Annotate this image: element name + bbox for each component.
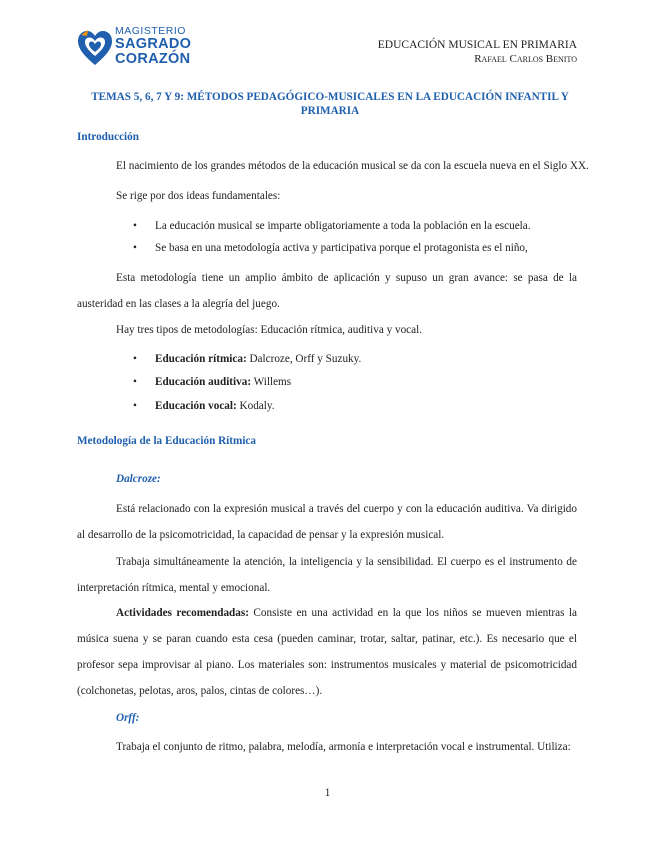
section-heading-ritmica: Metodología de la Educación Rítmica <box>77 435 256 447</box>
logo-line1: MAGISTERIO <box>115 25 186 37</box>
orff-paragraph-1: Trabaja el conjunto de ritmo, palabra, melodía, armonía e interpretación vocal e instrumental. Utiliza: <box>116 741 571 753</box>
section-heading-intro: Introducción <box>77 131 139 143</box>
bullet-icon: • <box>133 400 137 412</box>
list-item <box>133 376 291 388</box>
bullet-icon: • <box>133 353 137 365</box>
page-number: 1 <box>324 787 331 799</box>
bullet-icon: • <box>133 376 137 388</box>
bullet-icon: • <box>133 242 137 254</box>
logo-line3: CORAZÓN <box>115 51 191 67</box>
intro-paragraph-3: Esta metodología tiene un amplio ámbito de aplicación y supuso un gran avance: se pasa de la austeridad en las clases a la alegría del juego. <box>77 272 577 310</box>
list-item-label: Educación auditiva: <box>155 376 252 388</box>
intro-paragraph-2: Se rige por dos ideas fundamentales: <box>116 190 281 202</box>
bullet-icon: • <box>133 220 137 232</box>
logo <box>77 25 207 73</box>
list-item <box>133 220 531 232</box>
list-item <box>133 400 275 412</box>
document-title: TEMAS 5, 6, 7 Y 9: MÉTODOS PEDAGÓGICO-MUSICALES EN LA EDUCACIÓN INFANTIL Y PRIMARIA <box>91 91 569 117</box>
dalcroze-paragraph-2: Trabaja simultáneamente la atención, la inteligencia y la sensibilidad. El cuerpo es el instrumento de interpretación rítmica, mental y emocional. <box>77 556 577 594</box>
list-item <box>133 353 361 365</box>
list-item <box>133 242 528 254</box>
logo-text <box>115 25 191 67</box>
list-item-text: Willems <box>251 376 292 388</box>
header-subject: EDUCACIÓN MUSICAL EN PRIMARIA <box>377 39 577 51</box>
list-item-text: Dalcroze, Orff y Suzuky. <box>246 353 362 365</box>
heart-icon <box>77 29 113 69</box>
subheading-orff: Orff: <box>116 712 140 724</box>
list-item-text: Kodaly. <box>236 400 275 412</box>
activities-label: Actividades recomendadas: <box>116 607 249 619</box>
list-item-label: Educación rítmica: <box>155 353 247 365</box>
intro-paragraph-1: El nacimiento de los grandes métodos de la educación musical se da con la escuela nueva en el Siglo XX. <box>116 160 589 172</box>
intro-paragraph-4: Hay tres tipos de metodologías: Educación rítmica, auditiva y vocal. <box>116 324 423 336</box>
activities-text: Consiste en una actividad en la que los niños se mueven mientras la música suena y se paran cuando esta cesa (pueden caminar, trotar, saltar, patinar, etc.). Es necesario que el profesor sepa improvisar al piano. Los materiales son: instrumentos musicales y material de psicomotricidad (colchonetas, pelotas, aros, palos, cintas de colores…). <box>77 607 577 697</box>
header-author: Rafael Carlos Benito <box>474 53 577 65</box>
running-header <box>378 38 577 66</box>
subheading-dalcroze: Dalcroze: <box>116 473 161 485</box>
list-item-text: Se basa en una metodología activa y participativa porque el protagonista es el niño, <box>155 242 528 254</box>
logo-line2: SAGRADO <box>115 36 192 52</box>
dalcroze-paragraph-1: Está relacionado con la expresión musical a través del cuerpo y con la educación auditiva. Va dirigido al desarrollo de la psicomotricidad, la capacidad de pensar y la expresión musical. <box>77 503 577 541</box>
dalcroze-paragraph-3 <box>77 600 577 704</box>
list-item-text: La educación musical se imparte obligatoriamente a toda la población en la escuela. <box>155 220 531 232</box>
list-item-label: Educación vocal: <box>155 400 237 412</box>
